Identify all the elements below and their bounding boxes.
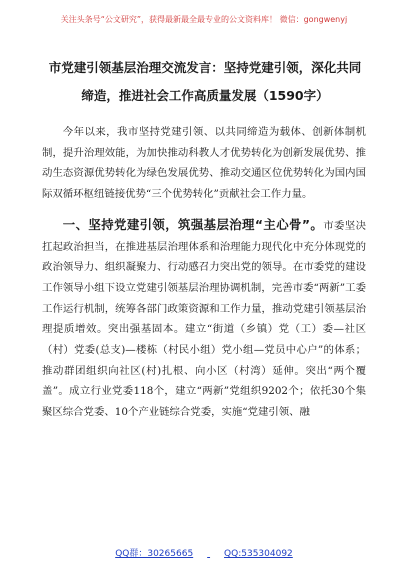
intro-paragraph: 今年以来，我市坚持党建引领、以共同缔造为载体、创新体制机制，提升治理效能，为加快推动科教人才优势转化为创新发展优势、推动生态资源优势转化为绿色发展优势、推动交通区位优势转化为国内国际双循环枢纽链接优势“三个优势转化”贡献社会工作力量。 bbox=[42, 126, 366, 201]
section-1-heading: 一、坚持党建引领，筑强基层治理“主心骨”。 bbox=[62, 216, 324, 232]
section-1-text: 市委坚决扛起政治担当，在推进基层治理体系和治理能力现代化中充分体现党的政治领导力、组织凝聚力、行动感召力突出党的领导。在市委党的建设工作领导小组下设立党建引领基层治理协调机制，完善市委“两新”工委工作运行机制，统筹各部门政策资源和工作力量，推动党建引领基层治理提质增效。突出强基固本。建立“街道（乡镇）党（工）委—社区（村）党委(总支)—楼栋（村民小组）党小组—党员中心户”的体系；推动群团组织向社区(村)扎根、向小区（村湾）延伸。突出“两个覆盖”。成立行业党委118个，建立“两新”党组织9202个；依托30个集聚区综合党委、10个产业链综合党委，实施“党建引领、融 bbox=[42, 219, 366, 419]
document-body bbox=[42, 122, 366, 423]
document-title bbox=[42, 54, 368, 110]
qq-contact-link[interactable]: QQ:535304092 bbox=[224, 549, 293, 559]
title-line-1: 市党建引领基层治理交流发言：坚持党建引领，深化共同 bbox=[48, 60, 362, 75]
qq-group-link[interactable]: QQ群：30265665 bbox=[115, 549, 194, 559]
section-1-paragraph bbox=[42, 215, 366, 423]
footer-contacts bbox=[0, 546, 408, 559]
header-banner: 关注头条号“公文研究”，获得最新最全最专业的公文资料库！ 微信：gongwenyj bbox=[60, 15, 348, 24]
title-line-2: 缔造，推进社会工作高质量发展（1590字） bbox=[81, 88, 329, 103]
